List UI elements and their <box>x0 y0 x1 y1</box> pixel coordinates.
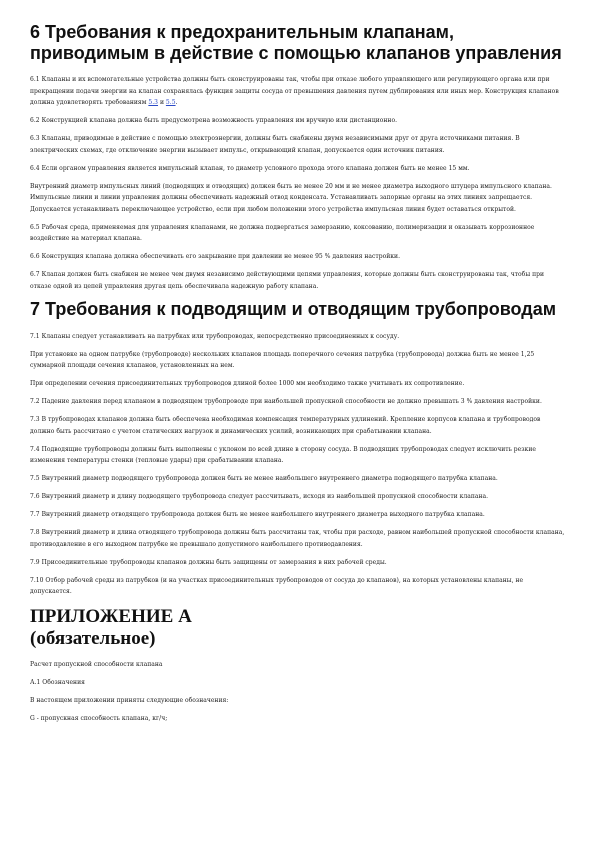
section-7-title: 7 Требования к подводящим и отводящим трубопроводам <box>30 298 557 319</box>
paragraph-7-1: 7.1 Клапаны следует устанавливать на патрубках или трубопроводах, непосредственно присоединенных к сосуду. <box>30 332 400 340</box>
paragraph-6-1 <box>30 74 565 109</box>
paragraph-6-4: 6.4 Если органом управления является импульсный клапан, то диаметр условного прохода этого клапана должен быть не менее 15 мм. <box>30 164 470 172</box>
paragraph-6-6: 6.6 Конструкция клапана должна обеспечивать его закрывание при давлении не менее 95 % давления настройки. <box>30 253 401 260</box>
appendix-title <box>30 606 565 650</box>
paragraph-7-5: 7.5 Внутренний диаметр подводящего трубопровода должен быть не менее наибольшего внутреннего диаметра подводящего патрубка клапана. <box>30 475 498 482</box>
appendix-a1-def-g: G - пропускная способность клапана, кг/ч; <box>30 714 168 722</box>
paragraph-7-8: 7.8 Внутренний диаметр и длина отводящего трубопровода должны быть рассчитаны так, чтобы при расходе, равном наибольшей пропускной способности клапана, противодавление в его выходном патрубке не превышало допустимого наибольшего противодавления. <box>30 529 565 548</box>
paragraph-6-2: 6.2 Конструкцией клапана должна быть предусмотрена возможность управления им вручную или дистанционно. <box>30 117 398 124</box>
paragraph-6-3: 6.3 Клапаны, приводимые в действие с помощью электроэнергии, должны быть снабжены двумя независимыми друг от друга источниками питания. В электрических схемах, где отключение энергии вызывает импульс, открывающий клапан, допускается один источник питания. <box>30 135 520 154</box>
section-6-title: 6 Требования к предохранительным клапанам, приводимым в действие с помощью клапанов управления <box>30 22 562 63</box>
paragraph-7-3: 7.3 В трубопроводах клапанов должна быть обеспечена необходимая компенсация температурных удлинений. Крепление корпусов клапана и трубопроводов должно быть рассчитано с учетом статических нагрузок и динамических усилий, возникающих при срабатывании клапана. <box>30 416 541 435</box>
paragraph-7-6: 7.6 Внутренний диаметр и длину подводящего трубопровода следует рассчитывать, исходя из наибольшей пропускной способности клапана. <box>30 493 489 500</box>
paragraph-6-1-and: и <box>158 99 166 106</box>
appendix-a1-heading: А.1 Обозначения <box>30 678 85 686</box>
paragraph-7-7: 7.7 Внутренний диаметр отводящего трубопровода должен быть не менее наибольшего внутреннего диаметра выходного патрубка клапана. <box>30 511 485 518</box>
paragraph-6-4-cont: Внутренний диаметр импульсных линий (подводящих и отводящих) должен быть не менее 20 мм и не менее диаметра выходного штуцера импульсного клапана. Импульсные линии и линии управления должны обеспечивать надежный отвод конденсата. Устанавливать запорные органы на этих линиях запрещается. Допускается устанавливать переключающее устройство, если при любом положении этого устройства импульсная линия будет оставаться открытой. <box>30 182 552 213</box>
paragraph-7-1-note: При определении сечения присоединительных трубопроводов длиной более 1000 мм необходимо также учитывать их сопротивление. <box>30 380 465 387</box>
paragraph-6-1-end: . <box>175 99 178 106</box>
paragraph-6-5: 6.5 Рабочая среда, применяемая для управления клапанами, не должна подвергаться замерзанию, коксованию, полимеризации и оказывать коррозионное воздействие на материал клапана. <box>30 223 535 242</box>
link-5-5[interactable]: 5.5 <box>165 99 176 106</box>
link-5-3[interactable]: 5.3 <box>148 99 159 106</box>
appendix-subtitle: Расчет пропускной способности клапана <box>30 660 163 668</box>
paragraph-6-7: 6.7 Клапан должен быть снабжен не менее чем двумя независимо действующими цепями управления, которые должны быть сконструированы так, чтобы при отказе одной из цепей управления другая цепь обеспечивала надежную работу клапана. <box>30 271 544 290</box>
appendix-title-line2: (обязательное) <box>30 627 156 649</box>
paragraph-7-2: 7.2 Падение давления перед клапаном в подводящем трубопроводе при наибольшей пропускной способности не должно превышать 3 % давления настройки. <box>30 398 542 405</box>
paragraph-7-9: 7.9 Присоединительные трубопроводы клапанов должны быть защищены от замерзания в них рабочей среды. <box>30 558 387 566</box>
paragraph-7-4: 7.4 Подводящие трубопроводы должны быть выполнены с уклоном по всей длине в сторону сосуда. В подводящих трубопроводах следует исключить резкие изменения температуры стенки (тепловые удары) при срабатывании клапана. <box>30 445 536 464</box>
paragraph-6-1-text: 6.1 Клапаны и их вспомогательные устройства должны быть сконструированы так, чтобы при отказе любого управляющего или регулирующего органа или при прекращении подачи энергии на клапан сохранялась функция защиты сосуда от превышения давления путем дублирования или иных мер. Конструкция клапанов должна удовлетворять требованиям <box>30 76 559 106</box>
paragraph-7-1-cont: При установке на одном патрубке (трубопроводе) нескольких клапанов площадь поперечного сечения патрубка (трубопровода) должна быть не менее 1,25 суммарной площади сечения клапанов, установленных на нем. <box>30 350 535 369</box>
paragraph-7-10: 7.10 Отбор рабочей среды из патрубков (и на участках присоединительных трубопроводов от сосуда до клапанов), на которых установлены клапаны, не допускается. <box>30 576 524 595</box>
appendix-title-line1: ПРИЛОЖЕНИЕ А <box>30 605 192 627</box>
appendix-a1-intro: В настоящем приложении приняты следующие обозначения: <box>30 696 229 704</box>
